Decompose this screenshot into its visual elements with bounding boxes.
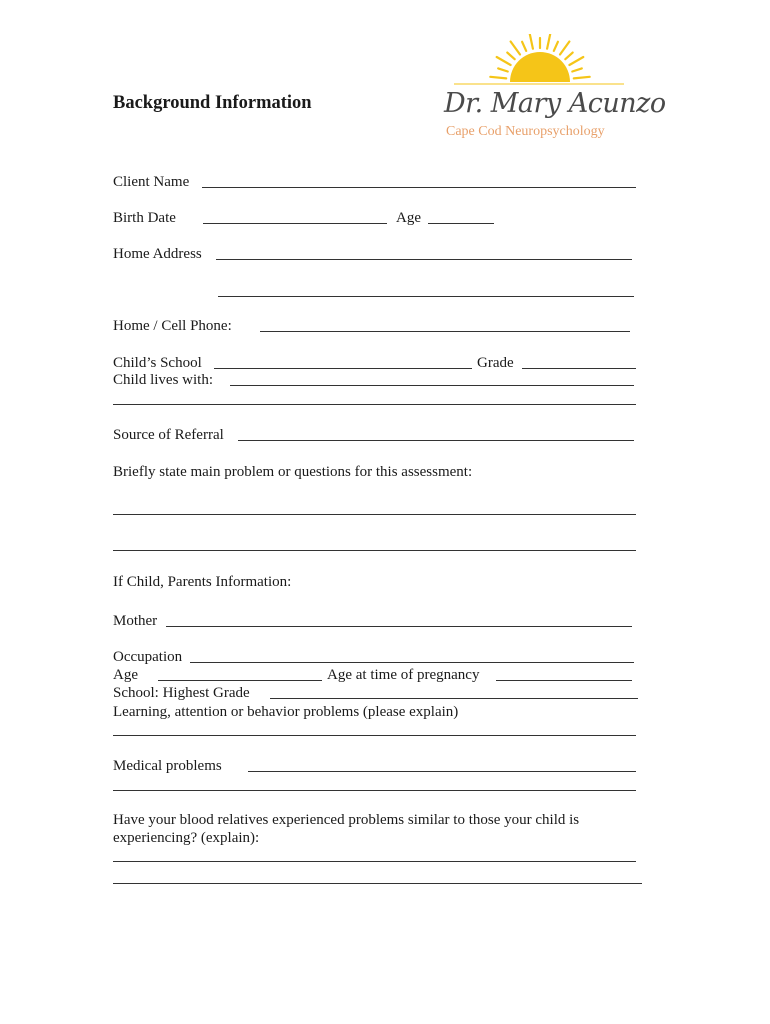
main-problem-field-line2[interactable]	[113, 550, 636, 551]
client-name-field[interactable]	[202, 187, 636, 188]
medical-problems-field[interactable]	[248, 771, 636, 772]
client-name-label: Client Name	[113, 174, 190, 190]
age-label: Age	[396, 210, 421, 226]
phone-field[interactable]	[260, 331, 630, 332]
logo-name: Dr. Mary Acunzo	[444, 88, 666, 119]
medical-problems-label: Medical problems	[113, 758, 222, 774]
form-title: Background Information	[113, 93, 312, 113]
learning-problems-label: Learning, attention or behavior problems (please explain)	[113, 704, 459, 720]
occupation-label: Occupation	[113, 649, 183, 665]
source-of-referral-label: Source of Referral	[113, 427, 224, 443]
blood-relatives-field-line1[interactable]	[113, 861, 636, 862]
child-lives-with-label: Child lives with:	[113, 372, 214, 388]
home-address-label: Home Address	[113, 246, 202, 262]
mother-label: Mother	[113, 613, 158, 629]
age-field[interactable]	[428, 223, 494, 224]
medical-problems-field-line2[interactable]	[113, 790, 636, 791]
home-address-field-line1[interactable]	[216, 259, 632, 260]
main-problem-label: Briefly state main problem or questions for this assessment:	[113, 464, 473, 480]
mother-age-field[interactable]	[158, 680, 322, 681]
main-problem-field-line1[interactable]	[113, 514, 636, 515]
mother-age-label: Age	[113, 667, 138, 683]
grade-label: Grade	[477, 355, 514, 371]
birth-date-field[interactable]	[203, 223, 387, 224]
occupation-field[interactable]	[190, 662, 634, 663]
highest-grade-label: School: Highest Grade	[113, 685, 250, 701]
home-address-field-line2[interactable]	[218, 296, 634, 297]
source-of-referral-field[interactable]	[238, 440, 634, 441]
blood-relatives-field-line2[interactable]	[113, 883, 642, 884]
logo-subtitle: Cape Cod Neuropsychology	[446, 124, 605, 139]
parents-info-heading: If Child, Parents Information:	[113, 574, 292, 590]
learning-problems-field[interactable]	[113, 735, 636, 736]
child-lives-with-field[interactable]	[230, 385, 634, 386]
blood-relatives-label-line2: experiencing? (explain):	[113, 830, 260, 846]
age-at-pregnancy-label: Age at time of pregnancy	[327, 667, 480, 683]
mother-field[interactable]	[166, 626, 632, 627]
birth-date-label: Birth Date	[113, 210, 176, 226]
grade-field[interactable]	[522, 368, 636, 369]
phone-label: Home / Cell Phone:	[113, 318, 232, 334]
childs-school-label: Child’s School	[113, 355, 202, 371]
childs-school-field[interactable]	[214, 368, 472, 369]
child-lives-with-field-line2[interactable]	[113, 404, 636, 405]
blood-relatives-label-line1: Have your blood relatives experienced problems similar to those your child is	[113, 812, 580, 828]
highest-grade-field[interactable]	[270, 698, 638, 699]
age-at-pregnancy-field[interactable]	[496, 680, 632, 681]
